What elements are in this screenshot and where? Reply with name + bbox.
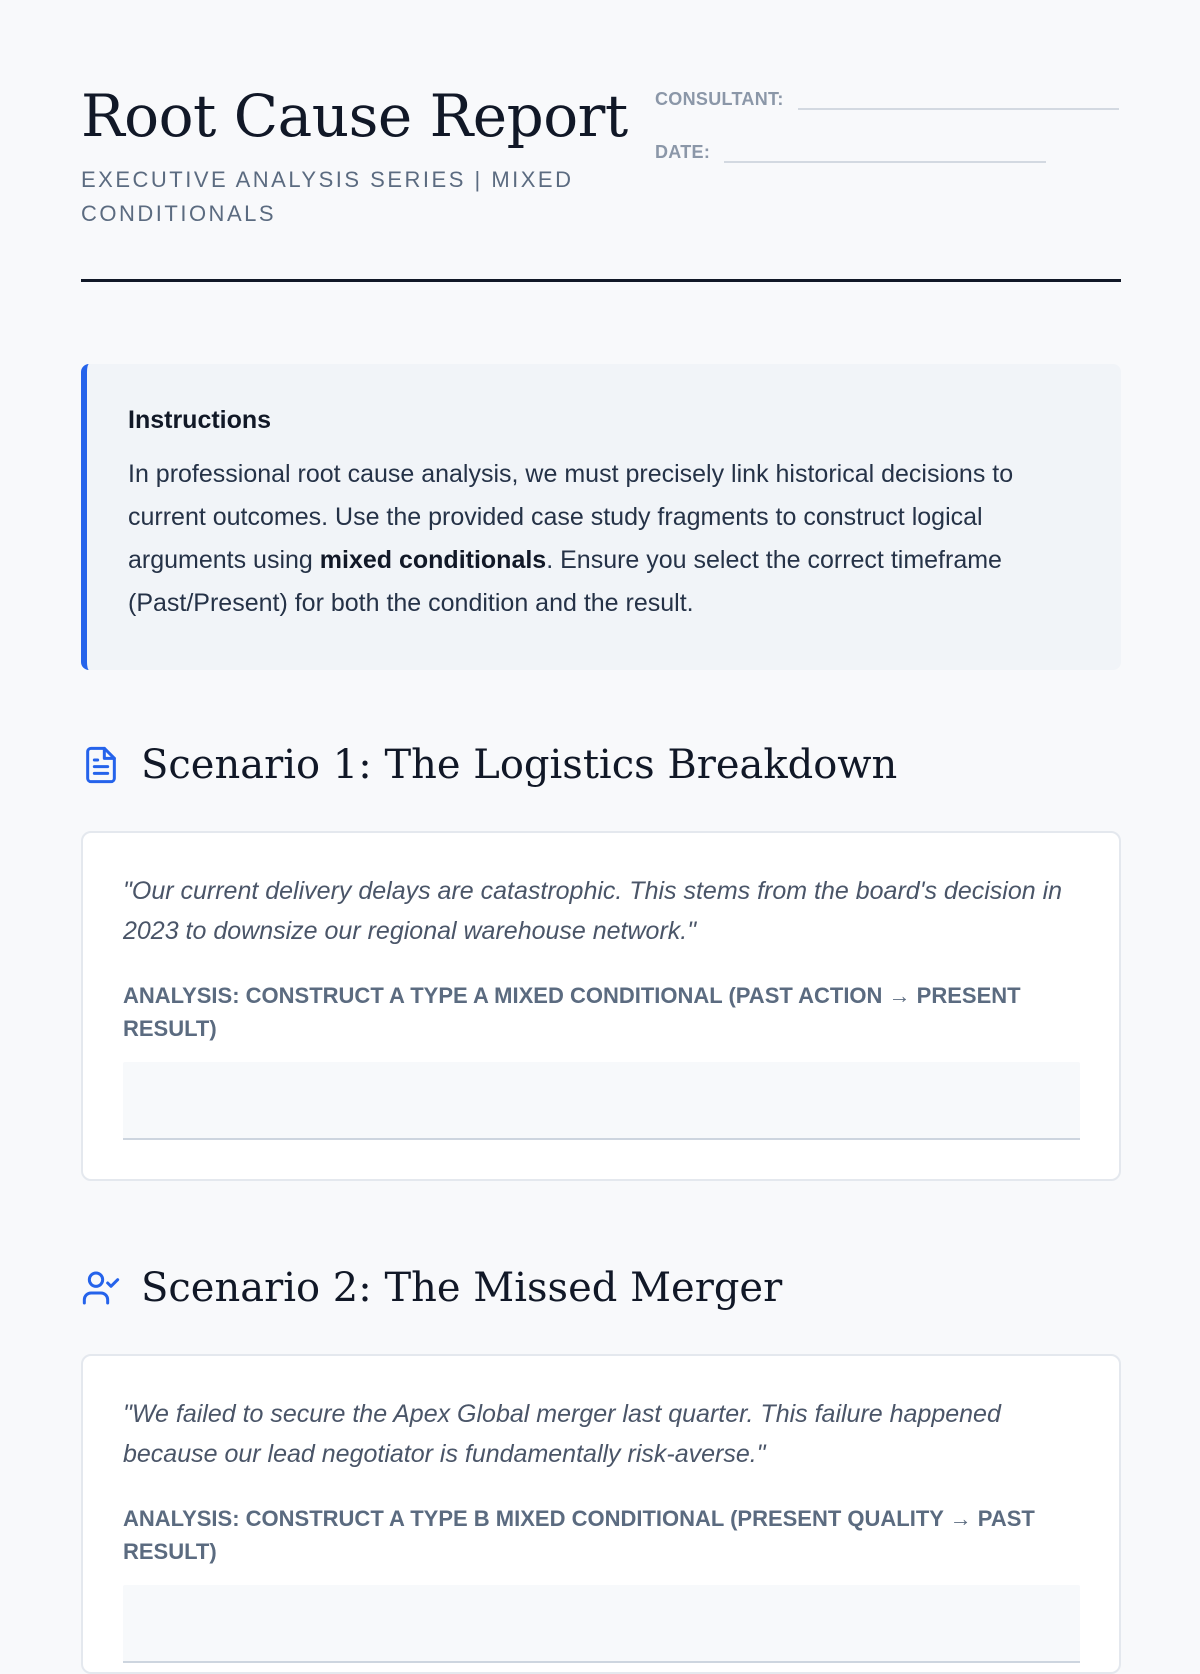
scenario-2-analysis: ANALYSIS: CONSTRUCT A TYPE B MIXED CONDITIONAL (PRESENT QUALITY → PAST RESULT): [123, 1506, 1035, 1564]
scenario-2-title: Scenario 2: The Missed Merger: [141, 1265, 783, 1311]
scenario-2-quote: "We failed to secure the Apex Global merger last quarter. This failure happened because our lead negotiator is fundamentally risk-averse.": [123, 1400, 1001, 1468]
consultant-row: [655, 88, 1119, 110]
date-field[interactable]: [724, 141, 1046, 163]
document-icon: [81, 745, 121, 785]
page-subtitle: EXECUTIVE ANALYSIS SERIES | MIXED CONDITIONALS: [81, 167, 574, 226]
report-page: [81, 0, 1121, 1564]
scenario-2-answer-input[interactable]: [123, 1585, 1080, 1663]
scenario-1-card: [81, 831, 1121, 1181]
instructions-title: Instructions: [128, 406, 272, 434]
header-divider: [81, 279, 1121, 282]
scenario-1-heading: [81, 742, 897, 788]
instructions-text-after: . Ensure you select the correct timeframe (Past/Present) for both the condition and the result.: [128, 546, 1002, 617]
date-label: DATE:: [655, 142, 711, 162]
date-row: [655, 141, 1046, 163]
instructions-text-bold: mixed conditionals: [319, 546, 547, 574]
scenario-2-card: [81, 1354, 1121, 1674]
scenario-2-heading: [81, 1265, 782, 1311]
consultant-field[interactable]: [798, 88, 1119, 110]
scenario-1-analysis: ANALYSIS: CONSTRUCT A TYPE A MIXED CONDITIONAL (PAST ACTION → PRESENT RESULT): [123, 983, 1021, 1041]
page-title: Root Cause Report: [81, 82, 628, 150]
instructions-text: [128, 453, 1081, 625]
scenario-1-quote: "Our current delivery delays are catastrophic. This stems from the board's decision in 2023 to downsize our regional warehouse network.": [123, 877, 1063, 945]
report-header: [81, 0, 1121, 284]
user-check-icon: [81, 1268, 121, 1308]
scenario-1-answer-input[interactable]: [123, 1062, 1080, 1140]
scenario-1-title: Scenario 1: The Logistics Breakdown: [141, 742, 898, 788]
instructions-text-before: In professional root cause analysis, we must precisely link historical decisions to current outcomes. Use the provided case study fragments to construct logical arguments using: [128, 460, 1014, 574]
consultant-label: CONSULTANT:: [655, 89, 784, 109]
instructions-box: [81, 364, 1121, 670]
